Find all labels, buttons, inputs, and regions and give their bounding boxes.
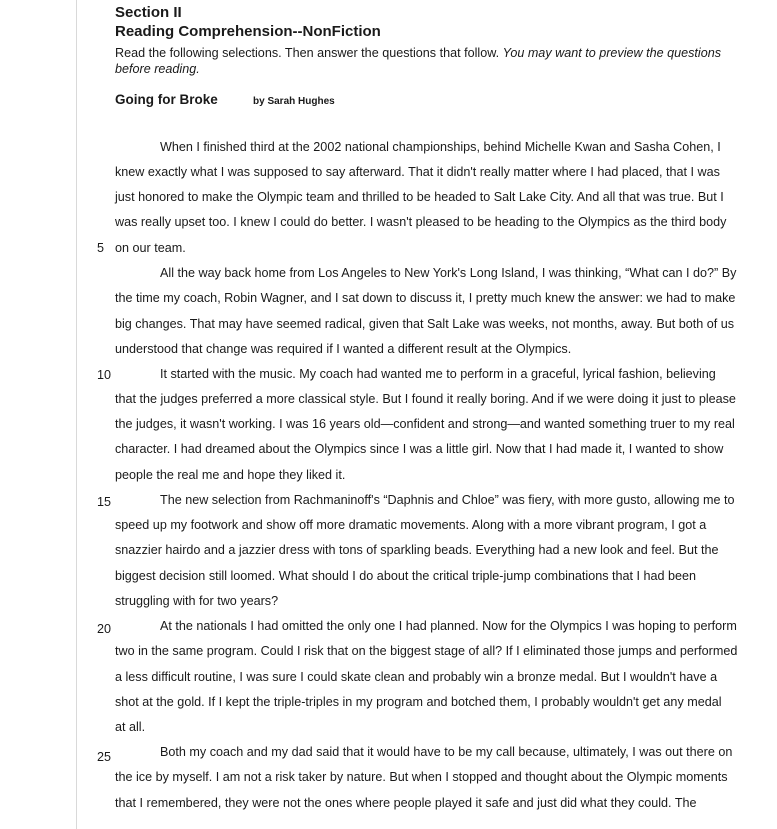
line-number-15: 15 [97, 495, 112, 509]
text-line: knew exactly what I was supposed to say afterward. That it didn't really matter where I had placed, that I was [115, 165, 720, 179]
line-number-5: 5 [97, 241, 105, 255]
text-line: biggest decision still loomed. What should I do about the critical triple-jump combinations that I had been [115, 569, 697, 583]
line-number-20: 20 [97, 622, 112, 636]
text-line: understood that change was required if I wanted a different result at the Olympics. [115, 342, 572, 356]
text-line: big changes. That may have seemed radical, given that Salt Lake was weeks, not months, away. But both of us [115, 317, 735, 331]
text-line: At the nationals I had omitted the only one I had planned. Now for the Olympics I was hoping to perform [160, 619, 737, 633]
text-line: Both my coach and my dad said that it would have to be my call because, ultimately, I was out there on [160, 745, 733, 759]
story-author: by Sarah Hughes [253, 96, 335, 107]
text-line: All the way back home from Los Angeles to New York's Long Island, I was thinking, “What can I do?” By [160, 266, 737, 280]
text-line: character. I had dreamed about the Olympics since I was a little girl. Now that I had made it, I wanted to show [115, 442, 724, 456]
instructions [115, 45, 755, 77]
text-line: It started with the music. My coach had wanted me to perform in a graceful, lyrical fashion, believing [160, 367, 716, 381]
text-line: When I finished third at the 2002 national championships, behind Michelle Kwan and Sasha Cohen, I [160, 140, 721, 154]
text-line: speed up my footwork and show off more dramatic movements. Along with a more vibrant program, I got a [115, 518, 707, 532]
text-line: the ice by myself. I am not a risk taker by nature. But when I stopped and thought about the Olympic moments [115, 770, 728, 784]
margin-rule [76, 0, 77, 829]
text-line: that the judges preferred a more classical style. But I found it really boring. And if we were doing it just to please [115, 392, 736, 406]
text-line: snazzier hairdo and a jazzier dress with tons of sparkling beads. Everything had a new look and feel. But the [115, 543, 719, 557]
instructions-italic: You may want to preview the questions before reading. [115, 46, 722, 76]
text-line: the judges, it wasn't working. I was 16 years old—confident and strong—and wanted something truer to my real [115, 417, 735, 431]
section-label: Section II [115, 4, 182, 21]
story-title: Going for Broke [115, 92, 218, 107]
section-header [115, 4, 755, 77]
text-line: two in the same program. Could I risk that on the biggest stage of all? If I eliminated those jumps and performed [115, 644, 738, 658]
section-title: Reading Comprehension--NonFiction [115, 23, 381, 40]
text-line: that I remembered, they were not the ones where people played it safe and just did what they could. The [115, 796, 697, 810]
line-number-25: 25 [97, 750, 112, 764]
text-line: on our team. [115, 241, 186, 255]
text-line: people the real me and hope they liked it. [115, 468, 346, 482]
instructions-plain: Read the following selections. Then answer the questions that follow. [115, 46, 500, 60]
text-line: shot at the gold. If I kept the triple-triples in my program and botched them, I probably wouldn't get any medal [115, 695, 722, 709]
text-line: the time my coach, Robin Wagner, and I sat down to discuss it, I pretty much knew the answer: we had to make [115, 291, 736, 305]
text-line: at all. [115, 720, 146, 734]
text-line: just honored to make the Olympic team and thrilled to be headed to Salt Lake City. And all that was true. But I [115, 190, 724, 204]
text-line: a less difficult routine, I was sure I could skate clean and probably win a bronze medal. But I wouldn't have a [115, 670, 718, 684]
text-line: The new selection from Rachmaninoff's “Daphnis and Chloe” was fiery, with more gusto, allowing me to [160, 493, 735, 507]
text-line: was really upset too. I knew I could do better. I wasn't pleased to be heading to the Olympics as the third body [115, 215, 727, 229]
text-line: struggling with for two years? [115, 594, 279, 608]
line-number-10: 10 [97, 368, 112, 382]
